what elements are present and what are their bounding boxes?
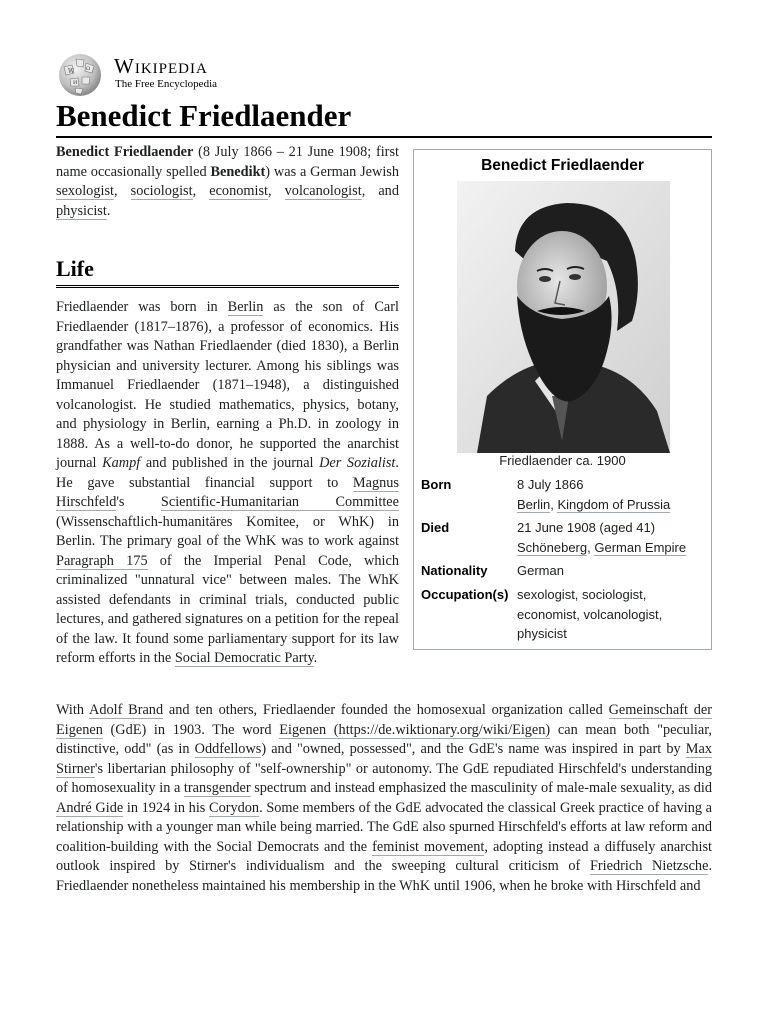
nationality-value: German — [517, 563, 564, 578]
site-header — [56, 53, 356, 97]
body-text: can mean both "peculiar, distinctive, odd" (as in — [56, 721, 712, 757]
died-date: 21 June 1908 (aged 41) — [517, 520, 656, 535]
link-adolf-brand[interactable]: Adolf Brand — [89, 702, 164, 718]
intro-name: Benedict Friedlaender — [56, 144, 194, 160]
died-separator: , — [587, 539, 595, 555]
body-text: 's — [116, 494, 161, 510]
born-label: Born — [421, 477, 452, 492]
died-label: Died — [421, 520, 450, 535]
intro-text: . — [106, 202, 111, 219]
intro-text: ) was a German Jewish — [265, 163, 399, 180]
portrait-photo[interactable] — [457, 181, 670, 453]
journal-der-sozialist: Der Sozialist — [319, 455, 396, 471]
infobox-row-died — [421, 518, 709, 558]
body-text: (GdE) in 1903. The word — [102, 721, 280, 738]
link-berlin[interactable]: Berlin — [227, 299, 264, 315]
body-text: . Some members of the GdE advocated the classical Greek practice of having a relationship with a younger man while being married. The GdE also spurned Hirschfeld's efforts at law reform and coalition-building with the Social Democrats and the — [56, 799, 713, 855]
intro-text: (8 July 1866 – 21 June 1908; first name occasionally spelled — [56, 144, 399, 180]
link-eigenen-wiktionary[interactable]: Eigenen (https://de.wiktionary.org/wiki/Eigen) — [279, 721, 551, 738]
died-place — [517, 538, 707, 558]
body-text: With — [56, 702, 90, 718]
wikipedia-tagline: The Free Encyclopedia — [115, 78, 218, 90]
svg-text:И: И — [73, 80, 78, 86]
body-text: , adopting instead a diffusely anarchist outlook inspired by Stirner's individualism and the sweeping cultural criticism of — [56, 838, 712, 874]
body-text: of the Imperial Penal Code, which criminalized "unnatural vice" between males. The WhK assisted defendants in criminal trials, conducted public lectures, and gathered signatures on a petition for the repeal of the law. It found some parliamentary support for its law reform efforts in the — [56, 552, 399, 666]
occupation-label: Occupation(s) — [421, 587, 509, 602]
link-physicist[interactable]: physicist — [56, 202, 107, 219]
body-text: and published in the journal — [140, 455, 320, 471]
life-paragraph-2 — [56, 701, 712, 896]
link-andre-gide[interactable]: André Gide — [56, 799, 124, 816]
born-separator: , — [550, 496, 558, 512]
link-corydon[interactable]: Corydon — [209, 799, 260, 816]
journal-kampf: Kampf — [102, 455, 141, 471]
intro-text: , and — [361, 183, 399, 199]
section-heading-life: Life — [56, 255, 399, 288]
occupation-value: sexologist, sociologist, economist, volcanologist, physicist — [517, 587, 663, 641]
intro-text: , — [268, 183, 285, 199]
svg-text:W: W — [68, 68, 75, 75]
link-transgender[interactable]: transgender — [183, 780, 251, 796]
link-sexologist[interactable]: sexologist — [56, 183, 114, 199]
life-paragraph-1 — [56, 298, 399, 669]
svg-text:Ω: Ω — [86, 66, 91, 72]
body-text: as the son of Carl Friedlaender (1817–1876), a professor of economics. His grandfather was Nathan Friedlaender (died 1830), a Berlin physician and university lecturer. Among his siblings was Immanuel Friedlaender (1871–1948), a distinguished volcanologist. He studied mathematics, physics, botany, and physiology in Berlin, earning a Ph.D. in zoology in 1888. As a well-to-do donor, he supported the anarchist journal — [56, 299, 399, 471]
link-social-democratic-party[interactable]: Social Democratic Party — [174, 650, 314, 666]
link-max-stirner[interactable]: Max Stirner — [56, 741, 712, 777]
body-text: 's libertarian philosophy of "self-ownership" or autonomy. The GdE repudiated Hirschfeld's understanding of homosexuality in a — [56, 760, 712, 796]
body-text: . Friedlaender nonetheless maintained his membership in the WhK until 1906, when he broke with Hirschfeld and — [56, 858, 713, 894]
died-value — [517, 518, 707, 557]
link-sociologist[interactable]: sociologist — [130, 183, 193, 199]
body-text: Friedlaender was born in — [56, 299, 228, 315]
intro-alt-name: Benedikt — [210, 163, 266, 180]
body-text: in 1924 in his — [123, 799, 210, 816]
infobox-row-occupation — [421, 585, 709, 645]
wikipedia-wordmark[interactable]: Wikipedia — [114, 54, 208, 78]
infobox-title: Benedict Friedlaender — [481, 157, 644, 174]
link-friedrich-nietzsche[interactable]: Friedrich Nietzsche — [589, 858, 709, 874]
link-oddfellows[interactable]: Oddfellows — [194, 741, 262, 757]
infobox-row-born — [421, 475, 709, 515]
link-born-berlin[interactable]: Berlin — [517, 496, 551, 512]
body-text: . — [313, 650, 318, 666]
born-date: 8 July 1866 — [517, 477, 584, 492]
link-scientific-humanitarian-committee[interactable]: Scientific-Humanitarian Committee — [160, 494, 400, 510]
link-feminist-movement[interactable]: feminist movement — [372, 838, 485, 855]
infobox-row-nationality — [421, 561, 709, 581]
link-kingdom-of-prussia[interactable]: Kingdom of Prussia — [557, 496, 671, 512]
body-text: ) and "owned, possessed", and the GdE's name was inspired in part by — [261, 741, 686, 757]
intro-paragraph — [56, 143, 399, 221]
link-volcanologist[interactable]: volcanologist — [284, 183, 362, 199]
intro-text: , — [113, 183, 131, 199]
link-gemeinschaft-der-eigenen[interactable]: Gemeinschaft der Eigenen — [56, 702, 712, 738]
body-text: (Wissenschaftlich-humanitäres Komitee, or WhK) in Berlin. The primary goal of the WhK was to work against — [56, 513, 399, 549]
portrait-caption: Friedlaender ca. 1900 — [499, 453, 626, 468]
born-place — [517, 495, 707, 515]
body-text: . He gave substantial financial support to — [56, 455, 399, 491]
infobox — [413, 149, 712, 650]
body-text: spectrum and instead emphasized the masculinity of male-male sexuality, as did — [250, 780, 712, 796]
link-economist[interactable]: economist — [209, 183, 268, 199]
link-german-empire[interactable]: German Empire — [594, 539, 687, 555]
body-text: and ten others, Friedlaender founded the homosexual organization called — [163, 702, 609, 718]
link-magnus-hirschfeld[interactable]: Magnus Hirschfeld — [56, 474, 399, 510]
nationality-label: Nationality — [421, 563, 488, 578]
link-paragraph-175[interactable]: Paragraph 175 — [56, 552, 148, 569]
page-title: Benedict Friedlaender — [56, 96, 712, 138]
wikipedia-globe-icon[interactable] — [56, 53, 104, 97]
link-schoneberg[interactable]: Schöneberg — [517, 539, 588, 555]
born-value — [517, 475, 707, 514]
intro-text: , — [192, 183, 210, 199]
